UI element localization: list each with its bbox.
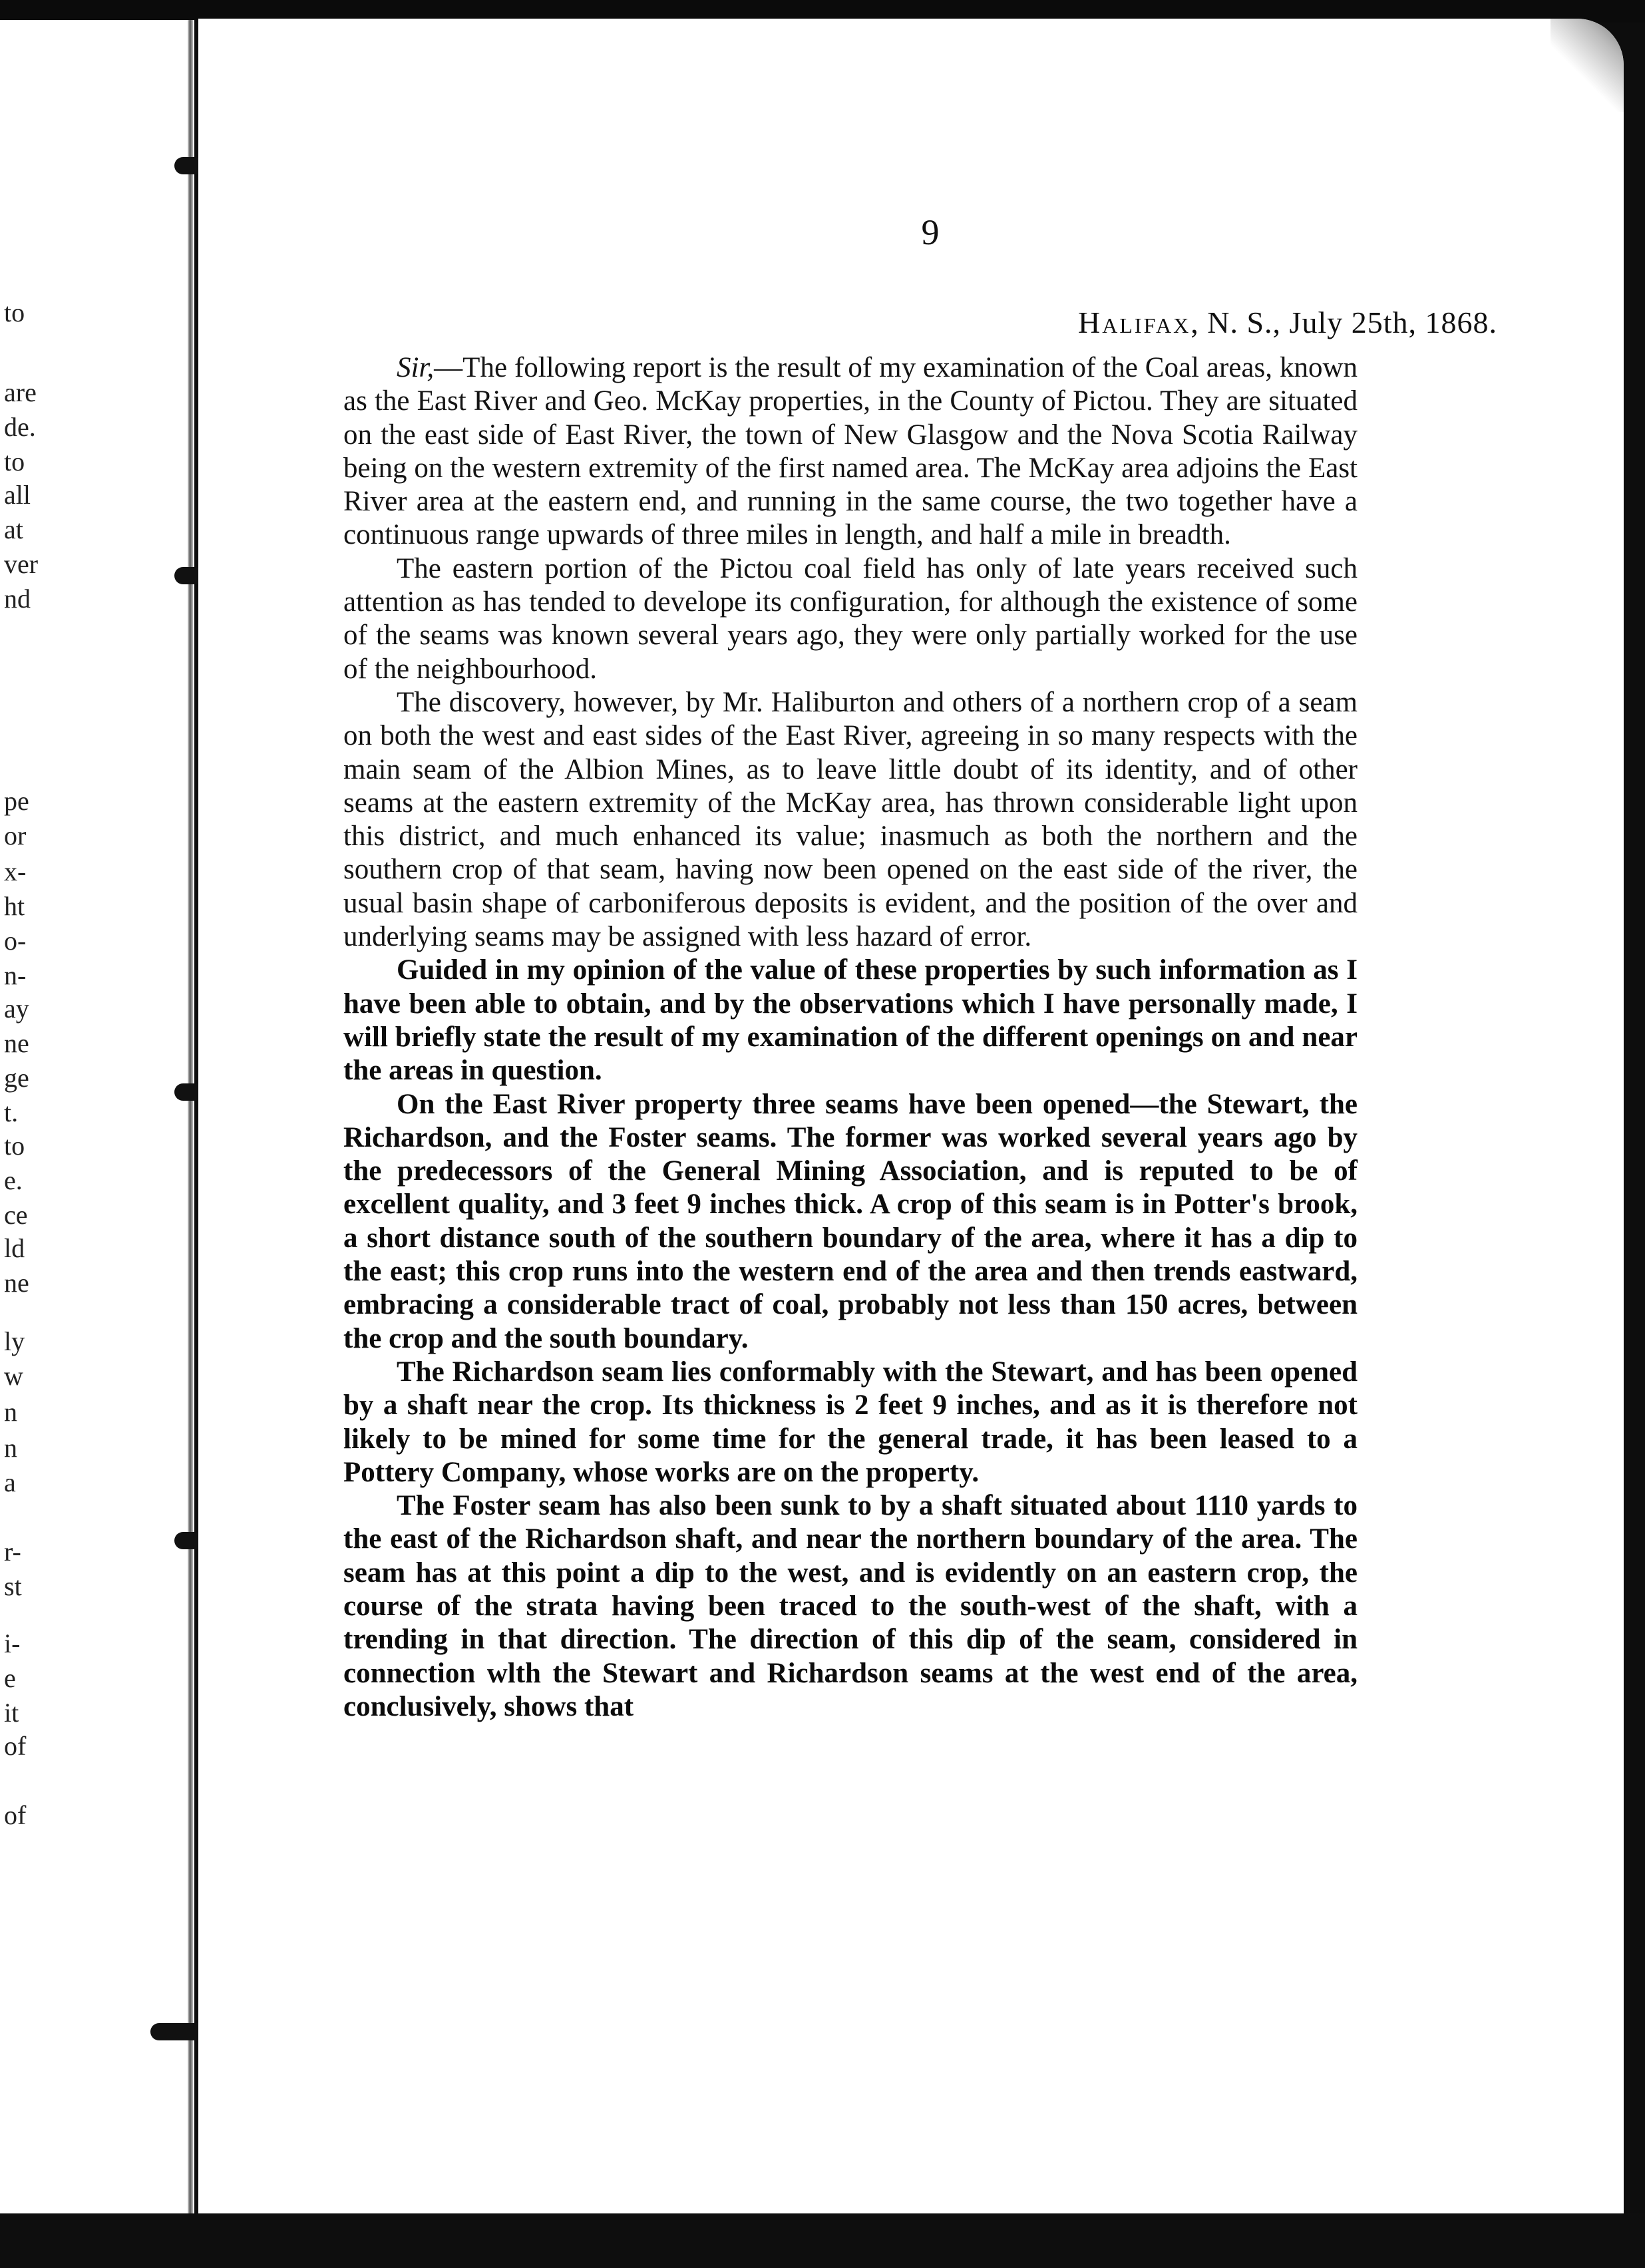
facing-page-fragment: e [4, 1663, 16, 1693]
scan-bottom-border [0, 2213, 1645, 2268]
facing-page-fragment: are [4, 377, 37, 407]
page-number: 9 [921, 212, 940, 252]
dateline [817, 305, 1497, 340]
facing-page-fragment: n- [4, 960, 27, 990]
facing-page-fragment: nd [4, 584, 31, 614]
facing-page-fragment: ly [4, 1326, 25, 1356]
letter-body [343, 351, 1358, 1724]
dateline-date: , N. S., July 25th, 1868. [1190, 305, 1497, 339]
facing-page-fragment: ay [4, 994, 29, 1024]
facing-page-fragment: of [4, 1800, 27, 1830]
paragraph: The Richardson seam lies conformably with the Stewart, and has been opened by a shaft near the crop. Its thickness is 2 feet 9 inches, and as it is therefore not likely to be mined for some time for the general trade, it has been leased to a Pottery Company, whose works are on the property. [343, 1356, 1358, 1488]
facing-page-fragment: i- [4, 1628, 21, 1658]
facing-page-fragment: all [4, 480, 31, 510]
facing-page-fragment: ge [4, 1063, 29, 1093]
paragraph [343, 351, 1358, 552]
facing-page-fragment: t. [4, 1097, 19, 1127]
paragraph: On the East River property three seams have been opened—the Stewart, the Richardson, and the Foster seams. The former was worked several years ago by the predecessors of the General Mining Association, and is reputed to be of excellent quality, and 3 feet 9 inches thick. A crop of this seam is in Potter's brook, a short distance south of the southern boundary of the area, where it has a dip to the east; this crop runs into the western end of the area and then trends eastward, embracing a considerable tract of coal, probably not less than 150 acres, between the crop and the south boundary. [343, 1088, 1358, 1354]
salutation: Sir, [397, 352, 435, 383]
facing-page-fragment: st [4, 1571, 22, 1601]
page-corner-shadow [1551, 19, 1624, 112]
facing-page-fragment: o- [4, 926, 27, 956]
facing-page-fragment: r- [4, 1537, 21, 1567]
dateline-place: Halifax [1078, 305, 1191, 339]
facing-page-fragment: to [4, 447, 25, 476]
facing-page-fragment: x- [4, 856, 27, 886]
facing-page-fragment: of [4, 1731, 27, 1761]
facing-page-fragment: or [4, 821, 27, 850]
facing-page-fragment: ht [4, 891, 25, 921]
facing-page-fragment: w [4, 1361, 23, 1391]
facing-page-fragment: ver [4, 549, 39, 579]
facing-page-fragment: to [4, 1131, 25, 1161]
facing-page-fragment: to [4, 297, 25, 327]
facing-page-fragment: a [4, 1467, 16, 1497]
paragraph: Guided in my opinion of the value of these properties by such information as I have been able to obtain, and by the observations which I have personally made, I will briefly state the result of my examination of the different openings on and near the areas in question. [343, 954, 1358, 1087]
paragraph-text: —The following report is the result of my examination of the Coal areas, known as the East River and Geo. McKay properties, in the County of Pictou. They are situated on the east side of East River, the town of New Glasgow and the Nova Scotia Railway being on the western extremity of the first named area. The McKay area adjoins the East River area at the eastern end, and running in the same course, the two together have a continuous range upwards of three miles in length, and half a mile in breadth. [343, 352, 1358, 551]
facing-page-fragment: ne [4, 1268, 29, 1298]
facing-page-edge [0, 20, 194, 2216]
document-page [198, 19, 1624, 2215]
paragraph: The discovery, however, by Mr. Haliburton and others of a northern crop of a seam on both the west and east sides of the East River, agreeing in so many respects with the main seam of the Albion Mines, as to leave little doubt of its identity, and of other seams at the eastern extremity of the McKay area, has thrown considerable light upon this district, and much enhanced its value; inasmuch as both the northern and the southern crop of that seam, having now been opened on the east side of the river, the usual basin shape of carboniferous deposits is evident, and the position of the over and underlying seams may be assigned with less hazard of error. [343, 686, 1358, 953]
facing-page-fragment: n [4, 1433, 17, 1463]
facing-page-fragment: n [4, 1397, 17, 1427]
facing-page-fragment: de. [4, 412, 36, 442]
facing-page-fragment: ld [4, 1233, 25, 1263]
facing-page-fragment: ne [4, 1028, 29, 1058]
facing-page-fragment: e. [4, 1165, 23, 1195]
paragraph: The Foster seam has also been sunk to by a shaft situated about 1110 yards to the east of the Richardson shaft, and near the northern boundary of the area. The seam has at this point a dip to the west, and is evidently on an eastern crop, the course of the strata having been traced to the south-west of the shaft, with a trending in that direction. The direction of this dip of the seam, considered in connection wlth the Stewart and Richardson seams at the west end of the area, conclusively, shows that [343, 1490, 1358, 1722]
facing-page-fragment: pe [4, 786, 29, 816]
facing-page-fragment: at [4, 514, 23, 544]
binding-gutter [188, 20, 193, 2216]
paragraph: The eastern portion of the Pictou coal field has only of late years received such attention as has tended to develope its configuration, for although the existence of some of the seams was known several years ago, they were only partially worked for the use of the neighbourhood. [343, 552, 1358, 685]
facing-page-fragment: it [4, 1698, 19, 1728]
facing-page-fragment: ce [4, 1200, 28, 1230]
